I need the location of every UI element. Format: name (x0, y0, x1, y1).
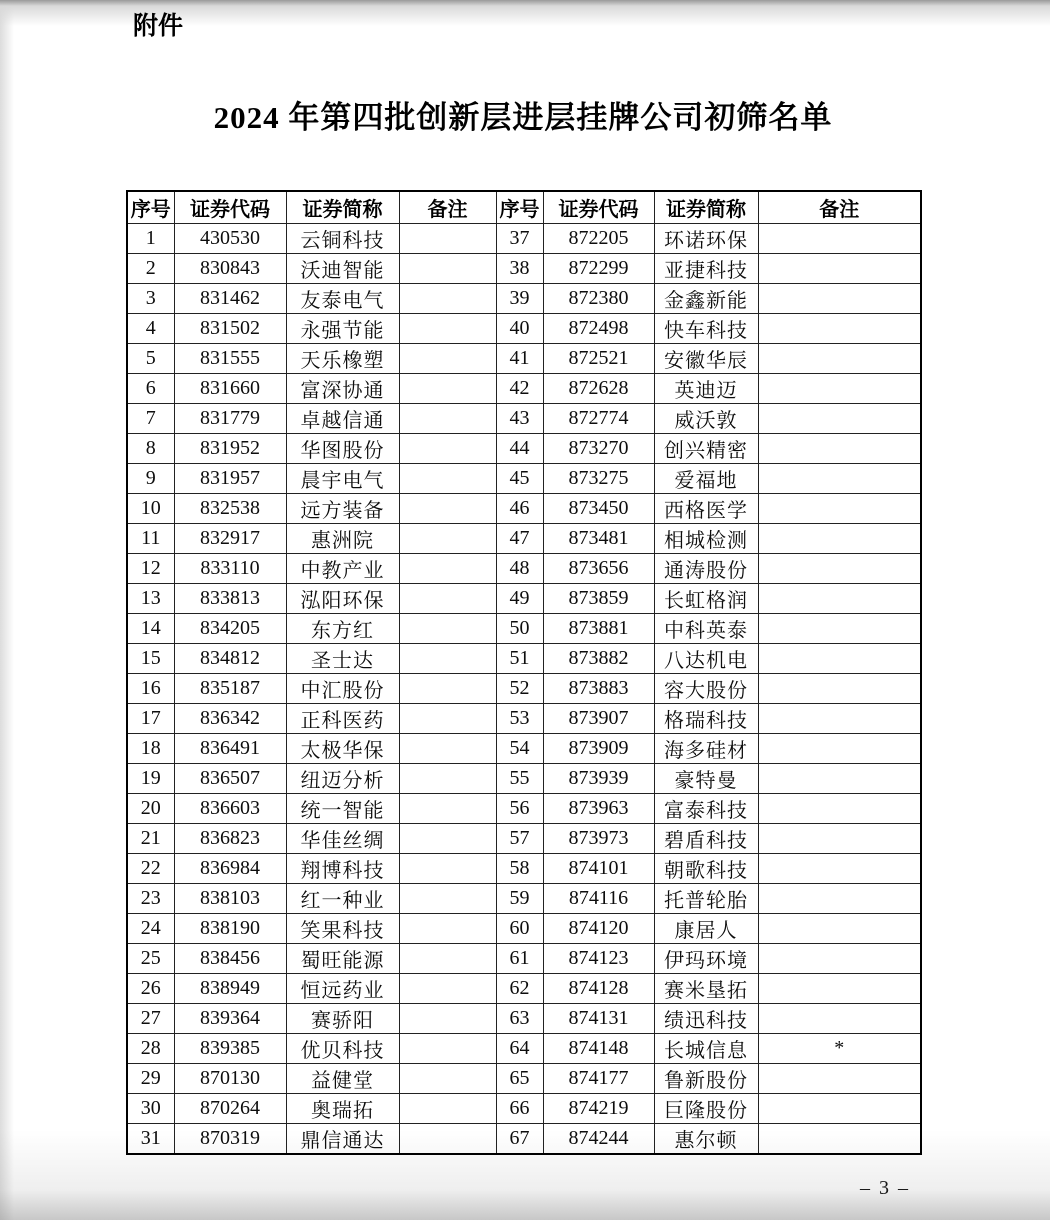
cell-code-right: 873656 (543, 554, 654, 584)
table-row (127, 344, 921, 374)
table-row (127, 704, 921, 734)
table-row (127, 1034, 921, 1064)
cell-remark-right (758, 614, 921, 644)
cell-seq-right: 49 (496, 584, 543, 614)
cell-seq-right: 45 (496, 464, 543, 494)
cell-code-right: 873270 (543, 434, 654, 464)
cell-remark-left (399, 1094, 496, 1124)
cell-code-right: 873481 (543, 524, 654, 554)
cell-seq-left: 21 (127, 824, 174, 854)
cell-code-left: 838103 (174, 884, 286, 914)
cell-name-right: 鲁新股份 (654, 1064, 758, 1094)
cell-seq-left: 23 (127, 884, 174, 914)
cell-seq-left: 7 (127, 404, 174, 434)
cell-seq-left: 29 (127, 1064, 174, 1094)
cell-seq-left: 13 (127, 584, 174, 614)
cell-remark-right (758, 884, 921, 914)
cell-remark-left (399, 284, 496, 314)
cell-remark-left (399, 464, 496, 494)
table-row (127, 404, 921, 434)
cell-seq-right: 63 (496, 1004, 543, 1034)
cell-name-right: 惠尔顿 (654, 1124, 758, 1155)
cell-code-left: 430530 (174, 224, 286, 254)
table-row (127, 794, 921, 824)
cell-remark-left (399, 944, 496, 974)
cell-name-left: 卓越信通 (286, 404, 399, 434)
cell-seq-right: 47 (496, 524, 543, 554)
cell-remark-left (399, 764, 496, 794)
cell-seq-right: 41 (496, 344, 543, 374)
cell-remark-left (399, 344, 496, 374)
cell-name-left: 恒远药业 (286, 974, 399, 1004)
cell-seq-left: 8 (127, 434, 174, 464)
cell-name-left: 华图股份 (286, 434, 399, 464)
cell-code-right: 873939 (543, 764, 654, 794)
cell-remark-left (399, 914, 496, 944)
cell-seq-left: 11 (127, 524, 174, 554)
cell-remark-right (758, 1004, 921, 1034)
cell-name-right: 快车科技 (654, 314, 758, 344)
cell-seq-left: 30 (127, 1094, 174, 1124)
cell-seq-right: 56 (496, 794, 543, 824)
table-row (127, 614, 921, 644)
table-row (127, 764, 921, 794)
cell-remark-left (399, 374, 496, 404)
cell-seq-left: 5 (127, 344, 174, 374)
cell-code-right: 873973 (543, 824, 654, 854)
cell-name-left: 永强节能 (286, 314, 399, 344)
cell-remark-left (399, 554, 496, 584)
cell-name-right: 英迪迈 (654, 374, 758, 404)
table-row (127, 494, 921, 524)
cell-seq-right: 52 (496, 674, 543, 704)
cell-name-left: 云铜科技 (286, 224, 399, 254)
header-seq-left: 序号 (127, 191, 174, 224)
cell-seq-left: 2 (127, 254, 174, 284)
cell-code-right: 874128 (543, 974, 654, 1004)
cell-remark-left (399, 524, 496, 554)
header-name-left: 证券简称 (286, 191, 399, 224)
cell-code-right: 874123 (543, 944, 654, 974)
table-row (127, 854, 921, 884)
cell-seq-left: 28 (127, 1034, 174, 1064)
cell-name-left: 中汇股份 (286, 674, 399, 704)
cell-seq-left: 3 (127, 284, 174, 314)
cell-name-right: 富泰科技 (654, 794, 758, 824)
cell-seq-left: 19 (127, 764, 174, 794)
cell-code-right: 873909 (543, 734, 654, 764)
cell-code-left: 838949 (174, 974, 286, 1004)
cell-code-left: 836984 (174, 854, 286, 884)
cell-name-left: 统一智能 (286, 794, 399, 824)
cell-remark-right (758, 974, 921, 1004)
page-title: 2024 年第四批创新层进层挂牌公司初筛名单 (213, 100, 833, 135)
cell-name-right: 中科英泰 (654, 614, 758, 644)
cell-seq-left: 14 (127, 614, 174, 644)
cell-seq-right: 58 (496, 854, 543, 884)
header-seq-right: 序号 (496, 191, 543, 224)
cell-name-left: 笑果科技 (286, 914, 399, 944)
cell-code-left: 834812 (174, 644, 286, 674)
cell-code-right: 874177 (543, 1064, 654, 1094)
cell-name-left: 东方红 (286, 614, 399, 644)
table-row (127, 884, 921, 914)
cell-code-left: 838456 (174, 944, 286, 974)
cell-remark-right (758, 254, 921, 284)
cell-name-left: 优贝科技 (286, 1034, 399, 1064)
table-row (127, 1064, 921, 1094)
cell-code-left: 831952 (174, 434, 286, 464)
cell-name-left: 友泰电气 (286, 284, 399, 314)
cell-seq-right: 37 (496, 224, 543, 254)
table-row (127, 1004, 921, 1034)
cell-code-right: 872774 (543, 404, 654, 434)
table-row (127, 824, 921, 854)
cell-code-left: 836491 (174, 734, 286, 764)
cell-name-right: 长城信息 (654, 1034, 758, 1064)
cell-code-left: 870264 (174, 1094, 286, 1124)
cell-code-left: 838190 (174, 914, 286, 944)
page-number: – 3 – (860, 1177, 910, 1199)
cell-code-right: 874244 (543, 1124, 654, 1155)
table-row (127, 314, 921, 344)
cell-code-right: 873907 (543, 704, 654, 734)
cell-name-right: 金鑫新能 (654, 284, 758, 314)
header-remark-right: 备注 (758, 191, 921, 224)
cell-name-left: 泓阳环保 (286, 584, 399, 614)
cell-remark-left (399, 1034, 496, 1064)
header-code-left: 证券代码 (174, 191, 286, 224)
cell-name-right: 亚捷科技 (654, 254, 758, 284)
cell-seq-left: 31 (127, 1124, 174, 1155)
cell-seq-left: 9 (127, 464, 174, 494)
cell-remark-right (758, 464, 921, 494)
cell-name-right: 赛米垦拓 (654, 974, 758, 1004)
cell-seq-left: 26 (127, 974, 174, 1004)
cell-seq-right: 53 (496, 704, 543, 734)
table-row (127, 434, 921, 464)
cell-remark-right (758, 524, 921, 554)
cell-remark-right (758, 794, 921, 824)
cell-seq-right: 62 (496, 974, 543, 1004)
cell-remark-right (758, 854, 921, 884)
cell-name-right: 康居人 (654, 914, 758, 944)
cell-name-right: 安徽华辰 (654, 344, 758, 374)
cell-name-left: 远方装备 (286, 494, 399, 524)
cell-seq-right: 67 (496, 1124, 543, 1155)
table-row (127, 1124, 921, 1155)
cell-name-right: 容大股份 (654, 674, 758, 704)
cell-seq-right: 50 (496, 614, 543, 644)
cell-remark-left (399, 824, 496, 854)
cell-code-right: 873882 (543, 644, 654, 674)
table-row (127, 674, 921, 704)
cell-remark-left (399, 494, 496, 524)
cell-name-right: 朝歌科技 (654, 854, 758, 884)
companies-table (126, 190, 922, 1155)
cell-name-left: 惠洲院 (286, 524, 399, 554)
cell-seq-right: 46 (496, 494, 543, 524)
cell-name-left: 天乐橡塑 (286, 344, 399, 374)
table-row (127, 914, 921, 944)
cell-remark-right (758, 914, 921, 944)
cell-name-left: 蜀旺能源 (286, 944, 399, 974)
cell-name-left: 太极华保 (286, 734, 399, 764)
cell-name-left: 圣士达 (286, 644, 399, 674)
cell-code-left: 831462 (174, 284, 286, 314)
cell-seq-left: 27 (127, 1004, 174, 1034)
header-code-right: 证券代码 (543, 191, 654, 224)
cell-code-right: 873963 (543, 794, 654, 824)
cell-remark-right (758, 284, 921, 314)
cell-remark-left (399, 1004, 496, 1034)
cell-name-left: 晨宇电气 (286, 464, 399, 494)
cell-code-right: 874120 (543, 914, 654, 944)
cell-code-right: 874116 (543, 884, 654, 914)
cell-code-right: 873859 (543, 584, 654, 614)
cell-name-right: 爱福地 (654, 464, 758, 494)
table-row (127, 374, 921, 404)
cell-remark-left (399, 884, 496, 914)
cell-seq-left: 15 (127, 644, 174, 674)
cell-code-left: 836603 (174, 794, 286, 824)
cell-code-right: 873275 (543, 464, 654, 494)
cell-seq-right: 64 (496, 1034, 543, 1064)
cell-seq-left: 18 (127, 734, 174, 764)
cell-seq-right: 39 (496, 284, 543, 314)
cell-remark-right (758, 764, 921, 794)
cell-seq-right: 38 (496, 254, 543, 284)
cell-code-right: 873883 (543, 674, 654, 704)
cell-code-right: 873881 (543, 614, 654, 644)
cell-name-right: 威沃敦 (654, 404, 758, 434)
cell-code-right: 872380 (543, 284, 654, 314)
cell-remark-left (399, 794, 496, 824)
cell-seq-right: 61 (496, 944, 543, 974)
cell-code-left: 831555 (174, 344, 286, 374)
cell-name-left: 赛骄阳 (286, 1004, 399, 1034)
cell-name-right: 长虹格润 (654, 584, 758, 614)
cell-seq-right: 57 (496, 824, 543, 854)
cell-code-left: 830843 (174, 254, 286, 284)
cell-seq-right: 51 (496, 644, 543, 674)
table-row (127, 584, 921, 614)
cell-code-right: 874101 (543, 854, 654, 884)
cell-remark-left (399, 404, 496, 434)
cell-seq-left: 1 (127, 224, 174, 254)
cell-seq-right: 44 (496, 434, 543, 464)
cell-code-right: 872628 (543, 374, 654, 404)
header-name-right: 证券简称 (654, 191, 758, 224)
cell-code-left: 836342 (174, 704, 286, 734)
cell-code-left: 833110 (174, 554, 286, 584)
cell-remark-left (399, 1124, 496, 1155)
cell-code-left: 831957 (174, 464, 286, 494)
cell-code-left: 834205 (174, 614, 286, 644)
table-row (127, 734, 921, 764)
cell-name-left: 沃迪智能 (286, 254, 399, 284)
cell-seq-right: 48 (496, 554, 543, 584)
cell-remark-right (758, 704, 921, 734)
cell-name-right: 八达机电 (654, 644, 758, 674)
cell-code-left: 839364 (174, 1004, 286, 1034)
cell-remark-right (758, 1124, 921, 1155)
cell-remark-right (758, 374, 921, 404)
cell-name-left: 纽迈分析 (286, 764, 399, 794)
cell-code-left: 839385 (174, 1034, 286, 1064)
cell-remark-right (758, 494, 921, 524)
cell-remark-right (758, 1094, 921, 1124)
cell-remark-right (758, 224, 921, 254)
cell-seq-right: 59 (496, 884, 543, 914)
cell-code-right: 874148 (543, 1034, 654, 1064)
cell-remark-left (399, 224, 496, 254)
cell-remark-left (399, 674, 496, 704)
cell-remark-right (758, 434, 921, 464)
cell-remark-left (399, 254, 496, 284)
cell-remark-right (758, 944, 921, 974)
cell-name-left: 红一种业 (286, 884, 399, 914)
cell-code-left: 870130 (174, 1064, 286, 1094)
cell-name-right: 托普轮胎 (654, 884, 758, 914)
cell-seq-right: 40 (496, 314, 543, 344)
cell-remark-right: * (758, 1034, 921, 1064)
cell-seq-left: 4 (127, 314, 174, 344)
header-remark-left: 备注 (399, 191, 496, 224)
cell-remark-left (399, 734, 496, 764)
table-row (127, 944, 921, 974)
table-row (127, 554, 921, 584)
cell-name-left: 鼎信通达 (286, 1124, 399, 1155)
cell-name-right: 巨隆股份 (654, 1094, 758, 1124)
cell-name-right: 环诺环保 (654, 224, 758, 254)
table-row (127, 644, 921, 674)
cell-seq-right: 43 (496, 404, 543, 434)
cell-seq-left: 16 (127, 674, 174, 704)
cell-remark-left (399, 434, 496, 464)
cell-name-right: 绩迅科技 (654, 1004, 758, 1034)
cell-name-right: 相城检测 (654, 524, 758, 554)
cell-seq-right: 65 (496, 1064, 543, 1094)
cell-code-right: 874131 (543, 1004, 654, 1034)
cell-name-left: 奥瑞拓 (286, 1094, 399, 1124)
cell-remark-right (758, 344, 921, 374)
cell-remark-right (758, 1064, 921, 1094)
cell-name-right: 西格医学 (654, 494, 758, 524)
cell-name-right: 豪特曼 (654, 764, 758, 794)
cell-code-right: 873450 (543, 494, 654, 524)
cell-name-right: 碧盾科技 (654, 824, 758, 854)
cell-remark-right (758, 674, 921, 704)
cell-seq-right: 42 (496, 374, 543, 404)
table-row (127, 1094, 921, 1124)
cell-remark-left (399, 644, 496, 674)
cell-seq-left: 10 (127, 494, 174, 524)
cell-code-left: 870319 (174, 1124, 286, 1155)
cell-remark-right (758, 644, 921, 674)
cell-name-left: 中教产业 (286, 554, 399, 584)
cell-seq-left: 6 (127, 374, 174, 404)
cell-name-right: 伊玛环境 (654, 944, 758, 974)
cell-name-left: 华佳丝绸 (286, 824, 399, 854)
cell-code-right: 872205 (543, 224, 654, 254)
table-row (127, 974, 921, 1004)
cell-remark-left (399, 314, 496, 344)
cell-code-left: 831660 (174, 374, 286, 404)
table-row (127, 254, 921, 284)
cell-code-left: 833813 (174, 584, 286, 614)
cell-seq-left: 17 (127, 704, 174, 734)
cell-remark-right (758, 584, 921, 614)
cell-code-left: 831502 (174, 314, 286, 344)
cell-name-left: 正科医药 (286, 704, 399, 734)
cell-name-right: 通涛股份 (654, 554, 758, 584)
cell-remark-left (399, 614, 496, 644)
cell-remark-right (758, 554, 921, 584)
cell-code-left: 836823 (174, 824, 286, 854)
cell-seq-left: 20 (127, 794, 174, 824)
cell-name-left: 翔博科技 (286, 854, 399, 884)
cell-remark-left (399, 704, 496, 734)
cell-code-left: 831779 (174, 404, 286, 434)
cell-seq-left: 25 (127, 944, 174, 974)
cell-remark-left (399, 1064, 496, 1094)
cell-code-left: 835187 (174, 674, 286, 704)
header-row (127, 191, 921, 224)
cell-code-right: 872521 (543, 344, 654, 374)
cell-code-left: 832917 (174, 524, 286, 554)
cell-remark-left (399, 854, 496, 884)
table-row (127, 284, 921, 314)
cell-seq-left: 24 (127, 914, 174, 944)
cell-name-right: 格瑞科技 (654, 704, 758, 734)
cell-remark-left (399, 584, 496, 614)
cell-seq-right: 66 (496, 1094, 543, 1124)
cell-code-left: 836507 (174, 764, 286, 794)
cell-seq-right: 54 (496, 734, 543, 764)
cell-seq-right: 60 (496, 914, 543, 944)
cell-remark-right (758, 314, 921, 344)
cell-seq-left: 12 (127, 554, 174, 584)
table-row (127, 224, 921, 254)
cell-remark-left (399, 974, 496, 1004)
cell-code-right: 872299 (543, 254, 654, 284)
table-body (127, 224, 921, 1155)
cell-seq-right: 55 (496, 764, 543, 794)
attachment-label: 附件 (133, 12, 184, 40)
cell-code-right: 872498 (543, 314, 654, 344)
cell-seq-left: 22 (127, 854, 174, 884)
cell-remark-right (758, 404, 921, 434)
cell-name-left: 富深协通 (286, 374, 399, 404)
cell-code-left: 832538 (174, 494, 286, 524)
cell-name-left: 益健堂 (286, 1064, 399, 1094)
cell-code-right: 874219 (543, 1094, 654, 1124)
cell-remark-right (758, 734, 921, 764)
cell-name-right: 创兴精密 (654, 434, 758, 464)
cell-remark-right (758, 824, 921, 854)
table-row (127, 464, 921, 494)
cell-name-right: 海多硅材 (654, 734, 758, 764)
table-header (127, 191, 921, 224)
table-row (127, 524, 921, 554)
